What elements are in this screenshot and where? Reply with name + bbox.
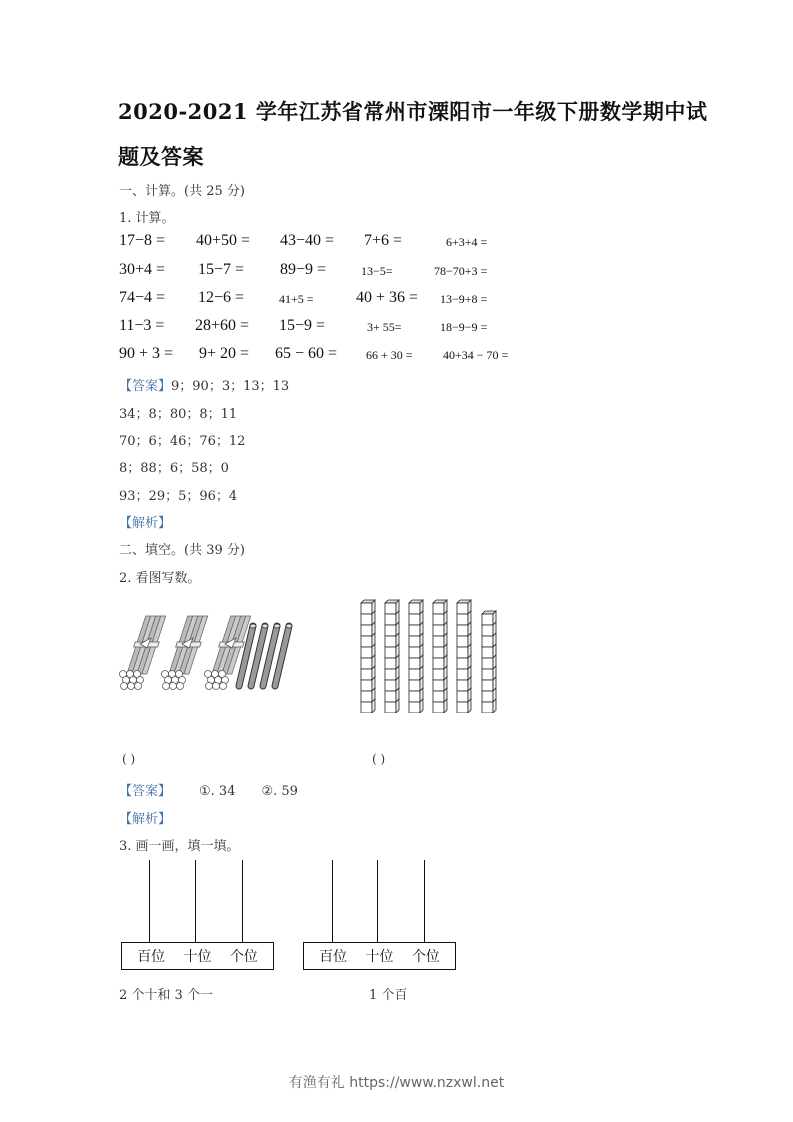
equation: 13−9+8 = xyxy=(440,292,488,306)
equation: 66 + 30 = xyxy=(366,348,413,362)
footer-watermark: 有渔有礼 https://www.nzxwl.net xyxy=(288,1075,505,1091)
equation: 6+3+4 = xyxy=(446,235,488,249)
equation: 3+ 55= xyxy=(367,320,402,334)
abacus-rod-hundreds xyxy=(149,860,150,943)
document-title-line1: 2020-2021 学年江苏省常州市溧阳市一年级下册数学期中试 xyxy=(118,99,708,124)
question3-label: 3. 画一画，填一填。 xyxy=(119,839,240,854)
answer-tag: 【答案】 xyxy=(119,379,172,394)
equation: 18−9−9 = xyxy=(440,320,488,334)
equation: 78−70+3 = xyxy=(434,264,488,278)
place-label-ones: 个位 xyxy=(411,949,440,965)
answer-line: 93；29；5；96；4 xyxy=(119,489,238,504)
equation: 15−9 = xyxy=(279,317,326,334)
abacus-rod-ones xyxy=(424,860,425,943)
answer-block-1 xyxy=(119,375,289,394)
section1-heading: 一、计算。(共 25 分) xyxy=(119,184,245,199)
place-label-ones: 个位 xyxy=(229,949,258,965)
answer-line: 8；88；6；58；0 xyxy=(119,461,229,476)
equation: 90 + 3 = xyxy=(119,345,174,362)
answer-blank-figure2[interactable]: ( ) xyxy=(372,752,386,766)
answer-block-2 xyxy=(119,780,298,799)
question1-label: 1. 计算。 xyxy=(119,211,175,226)
equation: 40+50 = xyxy=(196,232,251,249)
equation: 40+34 − 70 = xyxy=(443,348,509,362)
equation: 41+5 = xyxy=(279,292,314,306)
equation: 65 − 60 = xyxy=(275,345,338,362)
equation: 28+60 = xyxy=(195,317,250,334)
answer-tag: 【答案】 xyxy=(119,784,172,799)
place-label-hundreds: 百位 xyxy=(319,949,348,965)
equation: 12−6 = xyxy=(198,289,245,306)
equation: 40 + 36 = xyxy=(356,289,419,306)
equation: 43−40 = xyxy=(280,232,335,249)
answer-text: ①. 34 ②. 59 xyxy=(199,784,298,799)
answer-line: 9；90；3；13；13 xyxy=(171,379,290,394)
abacus-base xyxy=(303,942,456,970)
stick-bundles-figure xyxy=(115,612,305,692)
abacus-caption: 2 个十和 3 个一 xyxy=(119,988,213,1003)
equation: 15−7 = xyxy=(198,261,245,278)
equation: 11−3 = xyxy=(119,317,165,334)
analysis-tag: 【解析】 xyxy=(119,516,172,531)
cube-towers-figure xyxy=(358,598,503,713)
abacus-rod-hundreds xyxy=(332,860,333,943)
abacus-rod-tens xyxy=(377,860,378,943)
section2-heading: 二、填空。(共 39 分) xyxy=(119,543,245,558)
abacus-rod-ones xyxy=(242,860,243,943)
abacus-rod-tens xyxy=(195,860,196,943)
equation: 7+6 = xyxy=(364,232,403,249)
answer-line: 34；8；80；8；11 xyxy=(119,407,238,422)
place-label-tens: 十位 xyxy=(365,949,394,965)
answer-line: 70；6；46；76；12 xyxy=(119,434,246,449)
abacus-base xyxy=(121,942,274,970)
place-label-tens: 十位 xyxy=(183,949,212,965)
place-label-hundreds: 百位 xyxy=(137,949,166,965)
equation: 30+4 = xyxy=(119,261,166,278)
analysis-tag: 【解析】 xyxy=(119,812,172,827)
abacus-caption: 1 个百 xyxy=(369,988,408,1003)
equation: 74−4 = xyxy=(119,289,166,306)
question2-label: 2. 看图写数。 xyxy=(119,571,201,586)
equation: 89−9 = xyxy=(280,261,327,278)
answer-blank-figure1[interactable]: ( ) xyxy=(122,752,136,766)
equation: 9+ 20 = xyxy=(199,345,250,362)
equation: 13−5= xyxy=(361,264,393,278)
equation: 17−8 = xyxy=(119,232,166,249)
document-title-line2: 题及答案 xyxy=(118,144,204,169)
